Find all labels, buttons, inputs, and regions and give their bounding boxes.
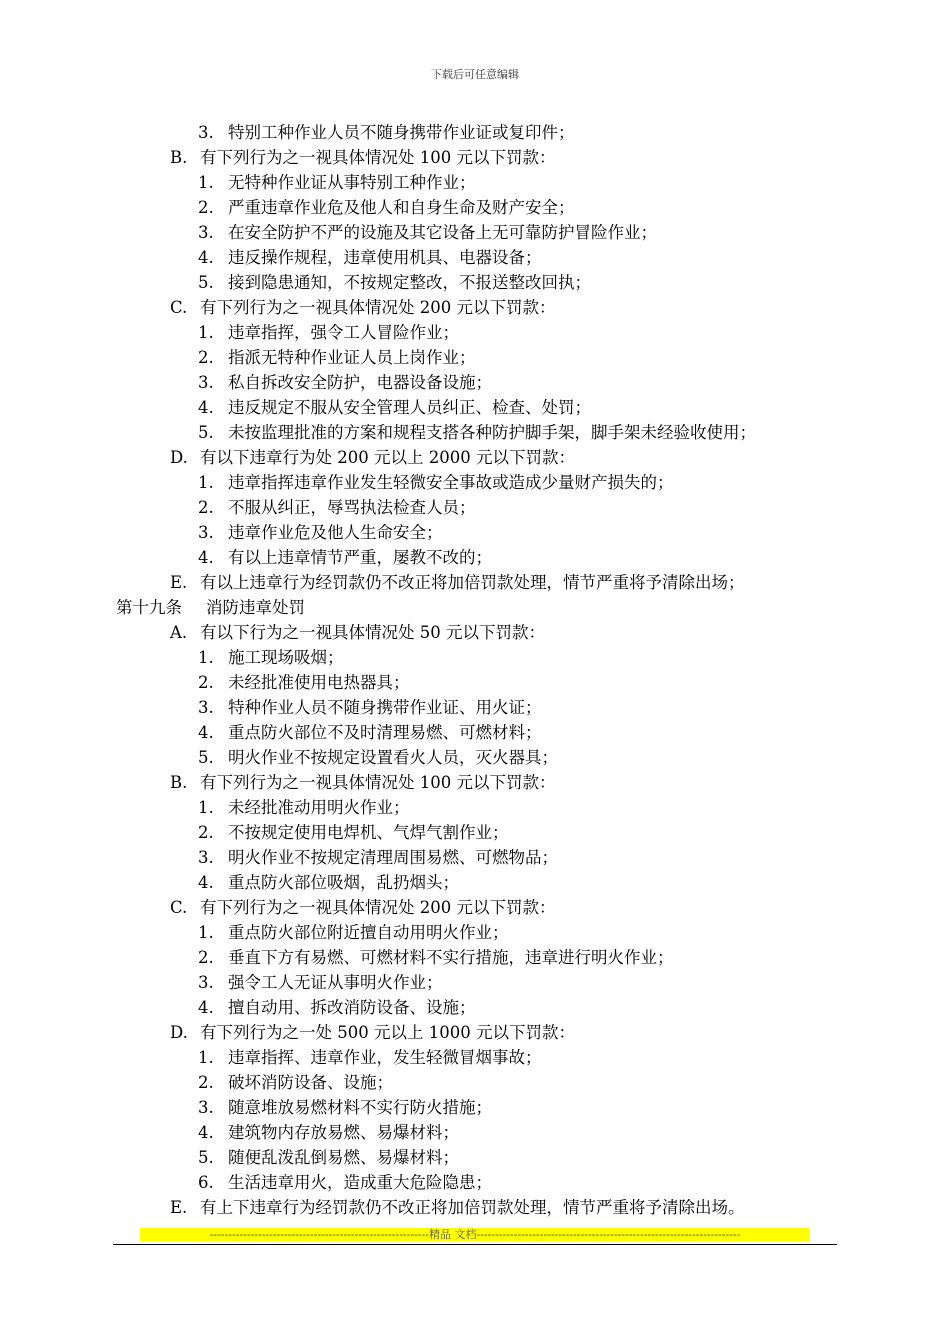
- list-marker: 2.: [198, 498, 214, 517]
- list-text: 重点防火部位附近擅自动用明火作业；: [228, 923, 509, 942]
- list-item-letter: [170, 770, 555, 795]
- list-text: 破坏消防设备、设施；: [228, 1073, 393, 1092]
- list-marker: 2.: [198, 823, 214, 842]
- list-text: 未经批准使用电热器具；: [228, 673, 410, 692]
- list-marker: 5.: [198, 273, 214, 292]
- list-text: 有以上违章情节严重，屡教不改的；: [228, 548, 492, 567]
- list-marker: 5.: [198, 1148, 214, 1167]
- list-text: 特别工种作业人员不随身携带作业证或复印件；: [228, 123, 575, 142]
- list-text: 未经批准动用明火作业；: [228, 798, 410, 817]
- list-marker: 1.: [198, 323, 214, 342]
- list-item-number: [198, 795, 410, 820]
- list-text: 有下列行为之一视具体情况处 200 元以下罚款：: [200, 898, 556, 917]
- list-text: 违反规定不服从安全管理人员纠正、检查、处罚；: [228, 398, 591, 417]
- list-marker: 2.: [198, 673, 214, 692]
- list-item-number: [198, 120, 575, 145]
- list-marker: 4.: [198, 548, 214, 567]
- list-marker: 4.: [198, 1123, 214, 1142]
- list-text: 消防违章处罚: [206, 598, 305, 617]
- list-text: 有以下行为之一视具体情况处 50 元以下罚款：: [200, 623, 545, 642]
- list-marker: D.: [170, 1023, 188, 1042]
- list-item-number: [198, 1095, 492, 1120]
- list-item-number: [198, 395, 591, 420]
- list-item-number: [198, 920, 509, 945]
- list-item-number: [198, 845, 558, 870]
- footer-banner: -----------------------------------------------------------精品 文档-----------------------------------------------------------------------: [140, 1228, 810, 1241]
- list-item-letter: [170, 570, 745, 595]
- list-text: 建筑物内存放易燃、易爆材料；: [228, 1123, 459, 1142]
- list-item-number: [198, 1045, 542, 1070]
- list-text: 明火作业不按规定清理周围易燃、可燃物品；: [228, 848, 558, 867]
- list-marker: 1.: [198, 473, 214, 492]
- list-marker: D.: [170, 448, 188, 467]
- list-item-letter: [170, 295, 555, 320]
- list-item-number: [198, 420, 756, 445]
- list-item-number: [198, 1120, 459, 1145]
- list-text: 垂直下方有易燃、可燃材料不实行措施，违章进行明火作业；: [228, 948, 674, 967]
- list-item-number: [198, 345, 476, 370]
- list-item-number: [198, 520, 443, 545]
- list-marker: 3.: [198, 848, 214, 867]
- list-item-number: [198, 1145, 459, 1170]
- list-marker: 2.: [198, 1073, 214, 1092]
- list-marker: 3.: [198, 123, 214, 142]
- list-item-number: [198, 945, 674, 970]
- list-marker: 2.: [198, 198, 214, 217]
- list-marker: 4.: [198, 873, 214, 892]
- list-text: 私自拆改安全防护，电器设备设施；: [228, 373, 492, 392]
- list-item-number: [198, 820, 509, 845]
- list-text: 强令工人无证从事明火作业；: [228, 973, 443, 992]
- list-item-number: [198, 370, 492, 395]
- list-marker: 1.: [198, 923, 214, 942]
- list-text: 有下列行为之一处 500 元以上 1000 元以下罚款：: [200, 1023, 575, 1042]
- list-item-letter: [170, 445, 575, 470]
- list-item-number: [198, 670, 410, 695]
- list-marker: 3.: [198, 1098, 214, 1117]
- list-text: 违章指挥，强令工人冒险作业；: [228, 323, 459, 342]
- list-item-number: [198, 645, 344, 670]
- list-item-number: [198, 720, 542, 745]
- list-text: 严重违章作业危及他人和自身生命及财产安全；: [228, 198, 575, 217]
- list-text: 未按监理批准的方案和规程支搭各种防护脚手架，脚手架未经验收使用；: [228, 423, 756, 442]
- list-marker: C.: [170, 298, 188, 317]
- list-item-number: [198, 170, 476, 195]
- list-marker: 3.: [198, 523, 214, 542]
- list-text: 接到隐患通知，不按规定整改，不报送整改回执；: [228, 273, 591, 292]
- list-item-number: [198, 320, 459, 345]
- list-text: 重点防火部位不及时清理易燃、可燃材料；: [228, 723, 542, 742]
- list-item-number: [198, 1070, 393, 1095]
- list-text: 有下列行为之一视具体情况处 100 元以下罚款：: [200, 773, 556, 792]
- footer-rule: [113, 1244, 837, 1245]
- list-text: 随意堆放易燃材料不实行防火措施；: [228, 1098, 492, 1117]
- list-item-letter: [170, 1020, 575, 1045]
- list-marker: 2.: [198, 348, 214, 367]
- list-item-number: [198, 545, 492, 570]
- list-marker: 4.: [198, 398, 214, 417]
- list-text: 违章指挥违章作业发生轻微安全事故或造成少量财产损失的；: [228, 473, 674, 492]
- list-marker: 3.: [198, 223, 214, 242]
- list-item-letter: [170, 145, 555, 170]
- list-item-number: [198, 195, 575, 220]
- list-text: 违反操作规程，违章使用机具、电器设备；: [228, 248, 542, 267]
- list-item-letter: [170, 1195, 745, 1220]
- list-text: 指派无特种作业证人员上岗作业；: [228, 348, 476, 367]
- list-marker: 第十九条: [116, 598, 182, 617]
- list-marker: 6.: [198, 1173, 214, 1192]
- list-marker: B.: [170, 773, 188, 792]
- list-text: 明火作业不按规定设置看火人员，灭火器具；: [228, 748, 558, 767]
- list-item-number: [198, 220, 657, 245]
- list-marker: B.: [170, 148, 188, 167]
- list-marker: E.: [170, 573, 188, 592]
- list-text: 有下列行为之一视具体情况处 200 元以下罚款：: [200, 298, 556, 317]
- list-text: 违章指挥、违章作业，发生轻微冒烟事故；: [228, 1048, 542, 1067]
- page-header: 下载后可任意编辑: [431, 68, 519, 81]
- list-text: 有以下违章行为处 200 元以上 2000 元以下罚款：: [200, 448, 575, 467]
- list-item-number: [198, 1170, 492, 1195]
- list-text: 在安全防护不严的设施及其它设备上无可靠防护冒险作业；: [228, 223, 657, 242]
- list-text: 生活违章用火，造成重大危险隐患；: [228, 1173, 492, 1192]
- list-text: 不按规定使用电焊机、气焊气割作业；: [228, 823, 509, 842]
- list-marker: 5.: [198, 748, 214, 767]
- list-marker: 3.: [198, 973, 214, 992]
- list-text: 不服从纠正，辱骂执法检查人员；: [228, 498, 476, 517]
- list-text: 施工现场吸烟；: [228, 648, 344, 667]
- article-heading: [116, 595, 305, 620]
- list-text: 无特种作业证从事特别工种作业；: [228, 173, 476, 192]
- list-marker: 5.: [198, 423, 214, 442]
- list-marker: 4.: [198, 998, 214, 1017]
- list-item-number: [198, 270, 591, 295]
- list-text: 随便乱泼乱倒易燃、易爆材料；: [228, 1148, 459, 1167]
- list-text: 有以上违章行为经罚款仍不改正将加倍罚款处理，情节严重将予清除出场；: [200, 573, 745, 592]
- list-item-letter: [170, 620, 545, 645]
- list-item-number: [198, 495, 476, 520]
- list-item-number: [198, 245, 542, 270]
- list-marker: C.: [170, 898, 188, 917]
- list-marker: 2.: [198, 948, 214, 967]
- list-marker: 4.: [198, 723, 214, 742]
- list-marker: 4.: [198, 248, 214, 267]
- list-text: 有下列行为之一视具体情况处 100 元以下罚款：: [200, 148, 556, 167]
- list-item-number: [198, 995, 476, 1020]
- list-marker: 3.: [198, 373, 214, 392]
- list-marker: A.: [170, 623, 188, 642]
- list-text: 擅自动用、拆改消防设备、设施；: [228, 998, 476, 1017]
- list-marker: 3.: [198, 698, 214, 717]
- list-marker: 1.: [198, 173, 214, 192]
- list-item-number: [198, 470, 674, 495]
- list-marker: 1.: [198, 798, 214, 817]
- list-marker: E.: [170, 1198, 188, 1217]
- list-text: 重点防火部位吸烟，乱扔烟头；: [228, 873, 459, 892]
- list-item-number: [198, 695, 542, 720]
- list-text: 特种作业人员不随身携带作业证、用火证；: [228, 698, 542, 717]
- list-text: 有上下违章行为经罚款仍不改正将加倍罚款处理，情节严重将予清除出场。: [200, 1198, 745, 1217]
- list-marker: 1.: [198, 1048, 214, 1067]
- list-text: 违章作业危及他人生命安全；: [228, 523, 443, 542]
- list-item-number: [198, 745, 558, 770]
- list-item-number: [198, 870, 459, 895]
- list-marker: 1.: [198, 648, 214, 667]
- list-item-letter: [170, 895, 555, 920]
- list-item-number: [198, 970, 443, 995]
